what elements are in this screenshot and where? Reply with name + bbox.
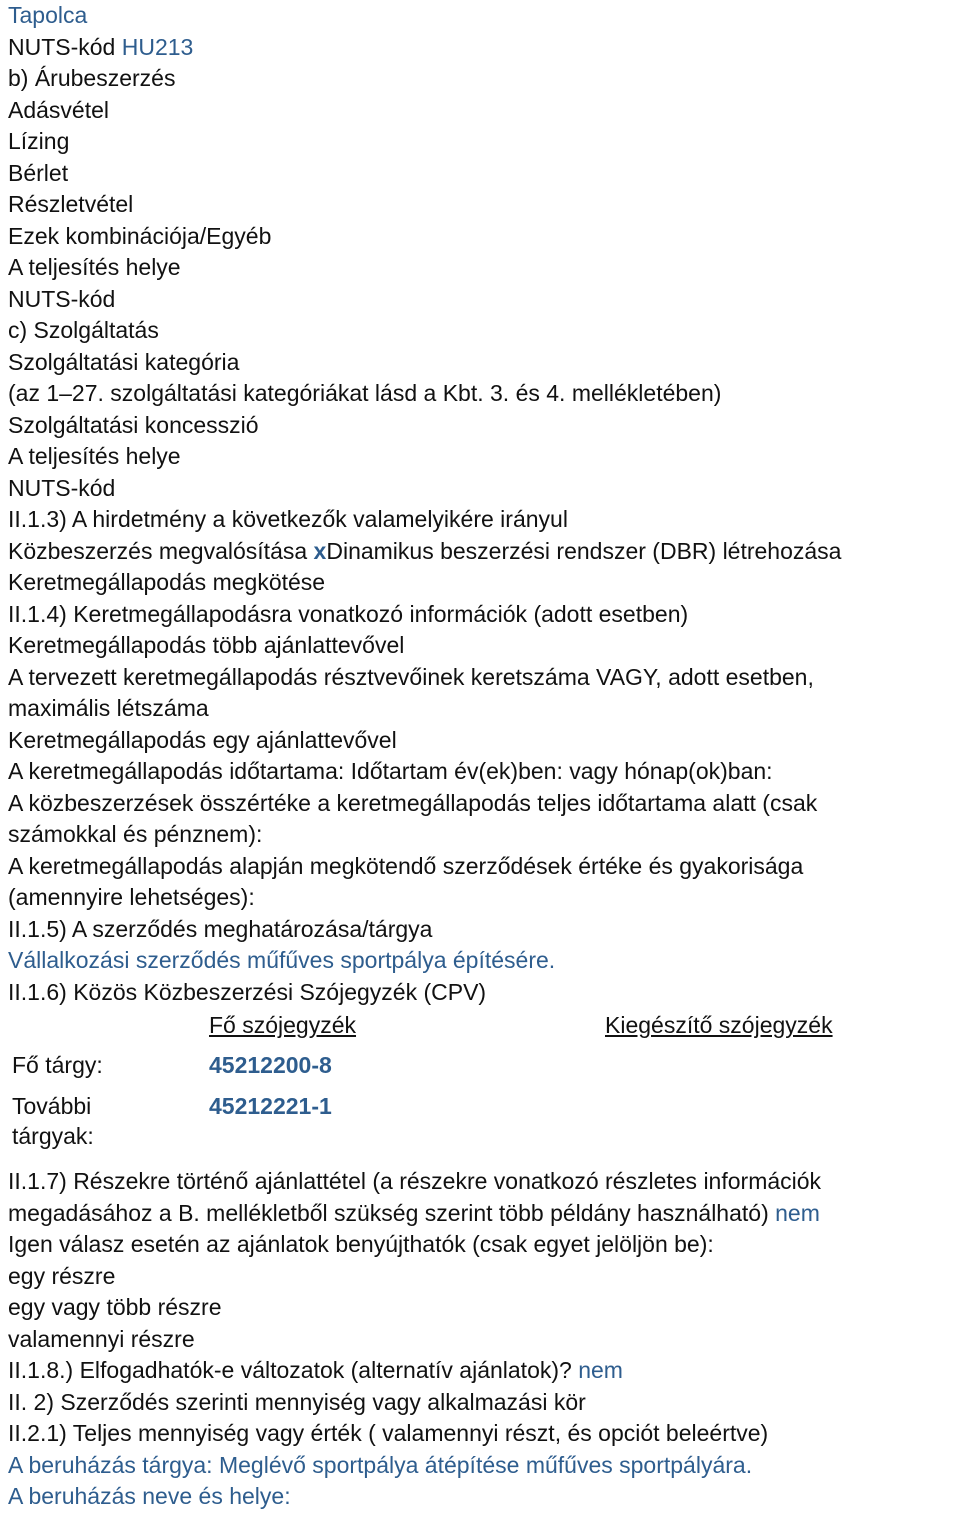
section-heading: II.1.6) Közös Közbeszerzési Szójegyzék (CPV) [8,978,487,1005]
text-line: Keretmegállapodás egy ajánlattevővel [8,726,397,753]
variants-line [8,1355,960,1387]
nuts-value: HU213 [121,33,194,60]
location-name: Tapolca [8,2,88,28]
text-line: NUTS-kód [8,285,116,312]
text-line: Szolgáltatási kategória [8,348,240,375]
text-line: A teljesítés helye [8,443,181,469]
text-line: NUTS-kód [8,474,116,501]
cpv-main-label: Fő tárgy: [12,1052,103,1078]
text-line: (az 1–27. szolgáltatási kategóriákat lásd a Kbt. 3. és 4. mellékletében) [8,380,722,406]
section-heading: II.1.3) A hirdetmény a következők valamelyikére irányul [8,506,568,532]
text-segment: megadásához a B. mellékletből szükség szerint több példány használható) [8,1199,776,1226]
text-line: valamennyi részre [8,1325,195,1352]
answer-value: nem [775,1199,820,1226]
investment-subject: A beruházás tárgya: Meglévő sportpálya átépítése műfűves sportpályára. [8,1451,753,1478]
text-line: Szolgáltatási koncesszió [8,411,259,438]
text-line: (amennyire lehetséges): [8,884,255,910]
text-segment: II.1.8.) Elfogadhatók-e változatok (alternatív ajánlatok)? [8,1357,579,1383]
cpv-main-code: 45212200-8 [209,1052,332,1078]
text-segment: Közbeszerzés megvalósítása [8,537,314,564]
cpv-additional-label-1: További [12,1093,92,1119]
text-line: egy vagy több részre [8,1294,222,1320]
text-line: A teljesítés helye [8,254,181,280]
text-line: Igen válasz esetén az ajánlatok benyújthatók (csak egyet jelöljön be): [8,1231,714,1257]
cpv-table [8,1008,960,1148]
text-line: Lízing [8,128,70,154]
cpv-additional-code: 45212221-1 [209,1093,332,1119]
answer-value: nem [578,1357,623,1383]
text-line: Ezek kombinációja/Egyéb [8,222,272,249]
section-heading: II. 2) Szerződés szerinti mennyiség vagy alkalmazási kör [8,1388,586,1415]
cpv-header-main: Fő szójegyzék [209,1012,357,1038]
checkbox-mark: x [313,537,327,564]
text-line: c) Szolgáltatás [8,317,159,343]
section-heading: II.2.1) Teljes mennyiség vagy érték ( valamennyi részt, és opciót beleértve) [8,1420,769,1446]
text-line: számokkal és pénznem): [8,821,263,847]
text-line: A közbeszerzések összértéke a keretmegállapodás teljes időtartama alatt (csak [8,789,818,816]
text-line: A keretmegállapodás időtartama: Időtartam év(ek)ben: vagy hónap(ok)ban: [8,758,773,784]
text-line: Részletvétel [8,191,134,217]
section-heading: II.1.4) Keretmegállapodásra vonatkozó információk (adott esetben) [8,600,689,627]
text-line: Adásvétel [8,96,110,123]
procurement-type-line [8,536,960,568]
text-line: A tervezett keretmegállapodás résztvevőinek keretszáma VAGY, adott esetben, [8,663,814,690]
text-line: A keretmegállapodás alapján megkötendő szerződések értéke és gyakorisága [8,852,804,879]
nuts-label: NUTS-kód [8,33,122,60]
cpv-additional-label-2: tárgyak: [12,1123,94,1149]
cpv-header-supplementary: Kiegészítő szójegyzék [605,1012,833,1038]
section-heading: II.1.5) A szerződés meghatározása/tárgya [8,915,433,942]
lots-line [8,1198,960,1230]
text-segment: Dinamikus beszerzési rendszer (DBR) létrehozása [326,537,842,564]
text-line: Keretmegállapodás megkötése [8,569,326,595]
text-line: egy részre [8,1262,116,1289]
text-line: maximális létszáma [8,695,209,721]
text-line: Bérlet [8,159,69,186]
section-heading: II.1.7) Részekre történő ajánlattétel (a részekre vonatkozó részletes információk [8,1168,822,1194]
nuts-code-line [8,32,960,64]
text-line: Keretmegállapodás több ajánlattevővel [8,632,405,658]
investment-name-label: A beruházás neve és helye: [8,1483,291,1509]
text-line: b) Árubeszerzés [8,65,176,91]
contract-subject: Vállalkozási szerződés műfűves sportpálya építésére. [8,947,556,973]
